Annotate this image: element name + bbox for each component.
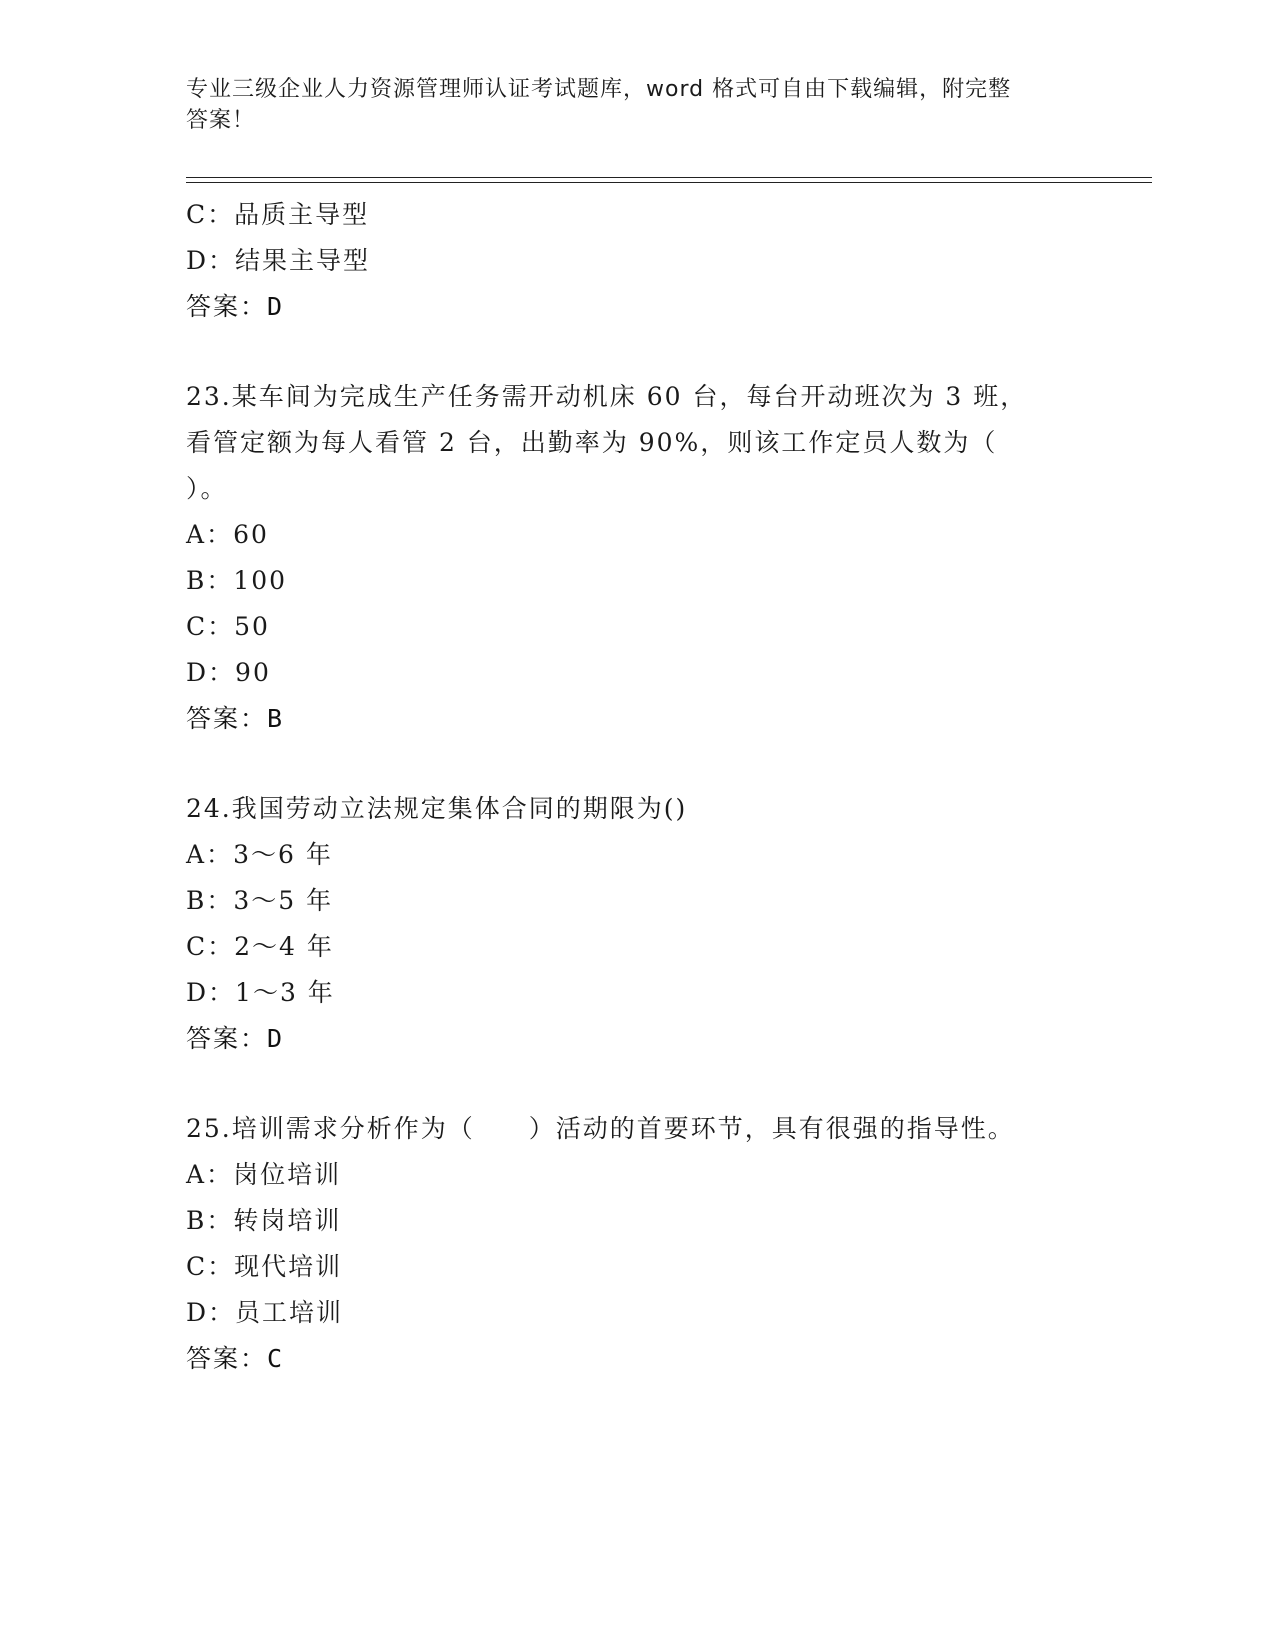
option-letter: C： <box>186 612 235 641</box>
option-c <box>186 1244 1086 1290</box>
option-text: 3～6 年 <box>233 840 333 869</box>
option-a <box>186 832 1086 878</box>
option-letter: A： <box>186 520 234 549</box>
option-letter: A： <box>186 840 234 869</box>
option-letter: C： <box>186 200 235 229</box>
page-header <box>186 74 1066 136</box>
option-a <box>186 512 1086 558</box>
option-d <box>186 650 1086 696</box>
header-divider-bottom <box>186 182 1152 183</box>
option-text: 2～4 年 <box>234 932 334 961</box>
option-text: 90 <box>235 658 271 687</box>
option-letter: B： <box>186 566 234 595</box>
answer-value: C <box>267 1344 285 1373</box>
option-letter: C： <box>186 932 235 961</box>
answer-value: D <box>267 292 285 321</box>
option-text: 50 <box>234 612 270 641</box>
option-text: 员工培训 <box>235 1298 344 1327</box>
question-stem-line: 23.某车间为完成生产任务需开动机床 60 台，每台开动班次为 3 班， <box>186 382 1028 411</box>
header-divider-top <box>186 177 1152 178</box>
option-b <box>186 878 1086 924</box>
answer-label: 答案： <box>186 292 268 321</box>
option-b <box>186 558 1086 604</box>
option-letter: D： <box>186 1298 236 1327</box>
option-text: 结果主导型 <box>235 246 371 275</box>
answer-label: 答案： <box>186 1024 268 1053</box>
question-list <box>186 192 1086 1382</box>
option-text: 转岗培训 <box>233 1206 342 1235</box>
option-text: 100 <box>233 566 288 595</box>
question-stem-line: 24.我国劳动立法规定集体合同的期限为() <box>186 794 688 823</box>
option-letter: C： <box>186 1252 235 1281</box>
option-text: 60 <box>233 520 269 549</box>
option-letter: A： <box>186 1160 234 1189</box>
question-22-tail <box>186 192 1086 330</box>
option-text: 岗位培训 <box>233 1160 342 1189</box>
option-d <box>186 970 1086 1016</box>
option-letter: D： <box>186 978 236 1007</box>
option-d <box>186 238 1086 284</box>
option-text: 3～5 年 <box>233 886 334 915</box>
question-23 <box>186 374 1086 742</box>
question-25 <box>186 1106 1086 1382</box>
question-24 <box>186 786 1086 1062</box>
option-c <box>186 192 1086 238</box>
option-d <box>186 1290 1086 1336</box>
answer-line <box>186 1336 1086 1382</box>
question-stem-line: ）。 <box>186 474 228 503</box>
answer-line <box>186 284 1086 330</box>
option-letter: D： <box>186 246 236 275</box>
question-stem-line: 25.培训需求分析作为（ ）活动的首要环节，具有很强的指导性。 <box>186 1114 1015 1143</box>
option-a <box>186 1152 1086 1198</box>
question-stem-line: 看管定额为每人看管 2 台，出勤率为 90%，则该工作定员人数为（ <box>186 428 998 457</box>
option-letter: B： <box>186 1206 234 1235</box>
option-text: 1～3 年 <box>235 978 335 1007</box>
header-line-1: 专业三级企业人力资源管理师认证考试题库，word 格式可自由下载编辑，附完整 <box>186 77 1012 102</box>
option-text: 现代培训 <box>234 1252 343 1281</box>
answer-value: B <box>267 704 285 733</box>
option-c <box>186 924 1086 970</box>
answer-line <box>186 1016 1086 1062</box>
answer-label: 答案： <box>186 1344 268 1373</box>
option-c <box>186 604 1086 650</box>
header-line-2: 答案！ <box>186 108 256 133</box>
option-text: 品质主导型 <box>234 200 370 229</box>
option-b <box>186 1198 1086 1244</box>
answer-line <box>186 696 1086 742</box>
answer-label: 答案： <box>186 704 268 733</box>
answer-value: D <box>267 1024 285 1053</box>
option-letter: D： <box>186 658 236 687</box>
option-letter: B： <box>186 886 234 915</box>
